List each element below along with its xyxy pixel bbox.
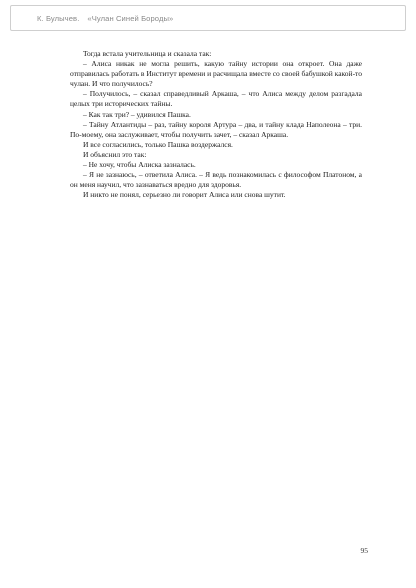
header-author: К. Булычев. [37, 13, 80, 23]
paragraph: И никто не понял, серьезно ли говорит Алиса или снова шутит. [83, 190, 286, 200]
page-number: 95 [360, 546, 368, 555]
paragraph: – Не хочу, чтобы Алиска зазналась. [83, 160, 196, 170]
paragraph: – Тайну Атлантиды – раз, тайну короля Артура – два, и тайну клада Наполеона – три. По-моему, она заслуживает, чтобы получить зачет, – сказал Аркаша. [70, 119, 362, 139]
paragraph: И объяснил это так: [83, 149, 147, 159]
paragraph: И все согласились, только Пашка воздержался. [83, 139, 233, 149]
header-title: «Чулан Синей Бороды» [87, 13, 174, 23]
paragraph: – Как так три? – удивился Пашка. [83, 109, 191, 119]
paragraph: – Я не зазнаюсь, – ответила Алиса. – Я ведь познакомилась с философом Платоном, а он меня научил, что зазнаваться вредно для здоровья. [70, 170, 362, 190]
running-header [10, 5, 406, 31]
paragraph: – Получилось, – сказал справедливый Аркаша, – что Алиса между делом разгадала целых три исторических тайны. [70, 89, 362, 109]
paragraph: Тогда встала учительница и сказала так: [83, 49, 212, 58]
body-text [70, 49, 362, 200]
paragraph: – Алиса никак не могла решить, какую тайну истории она откроет. Она даже отправилась работать в Институт времени и расчищала вместе со своей бабушкой какой-то чулан. И что получилось? [70, 59, 362, 89]
